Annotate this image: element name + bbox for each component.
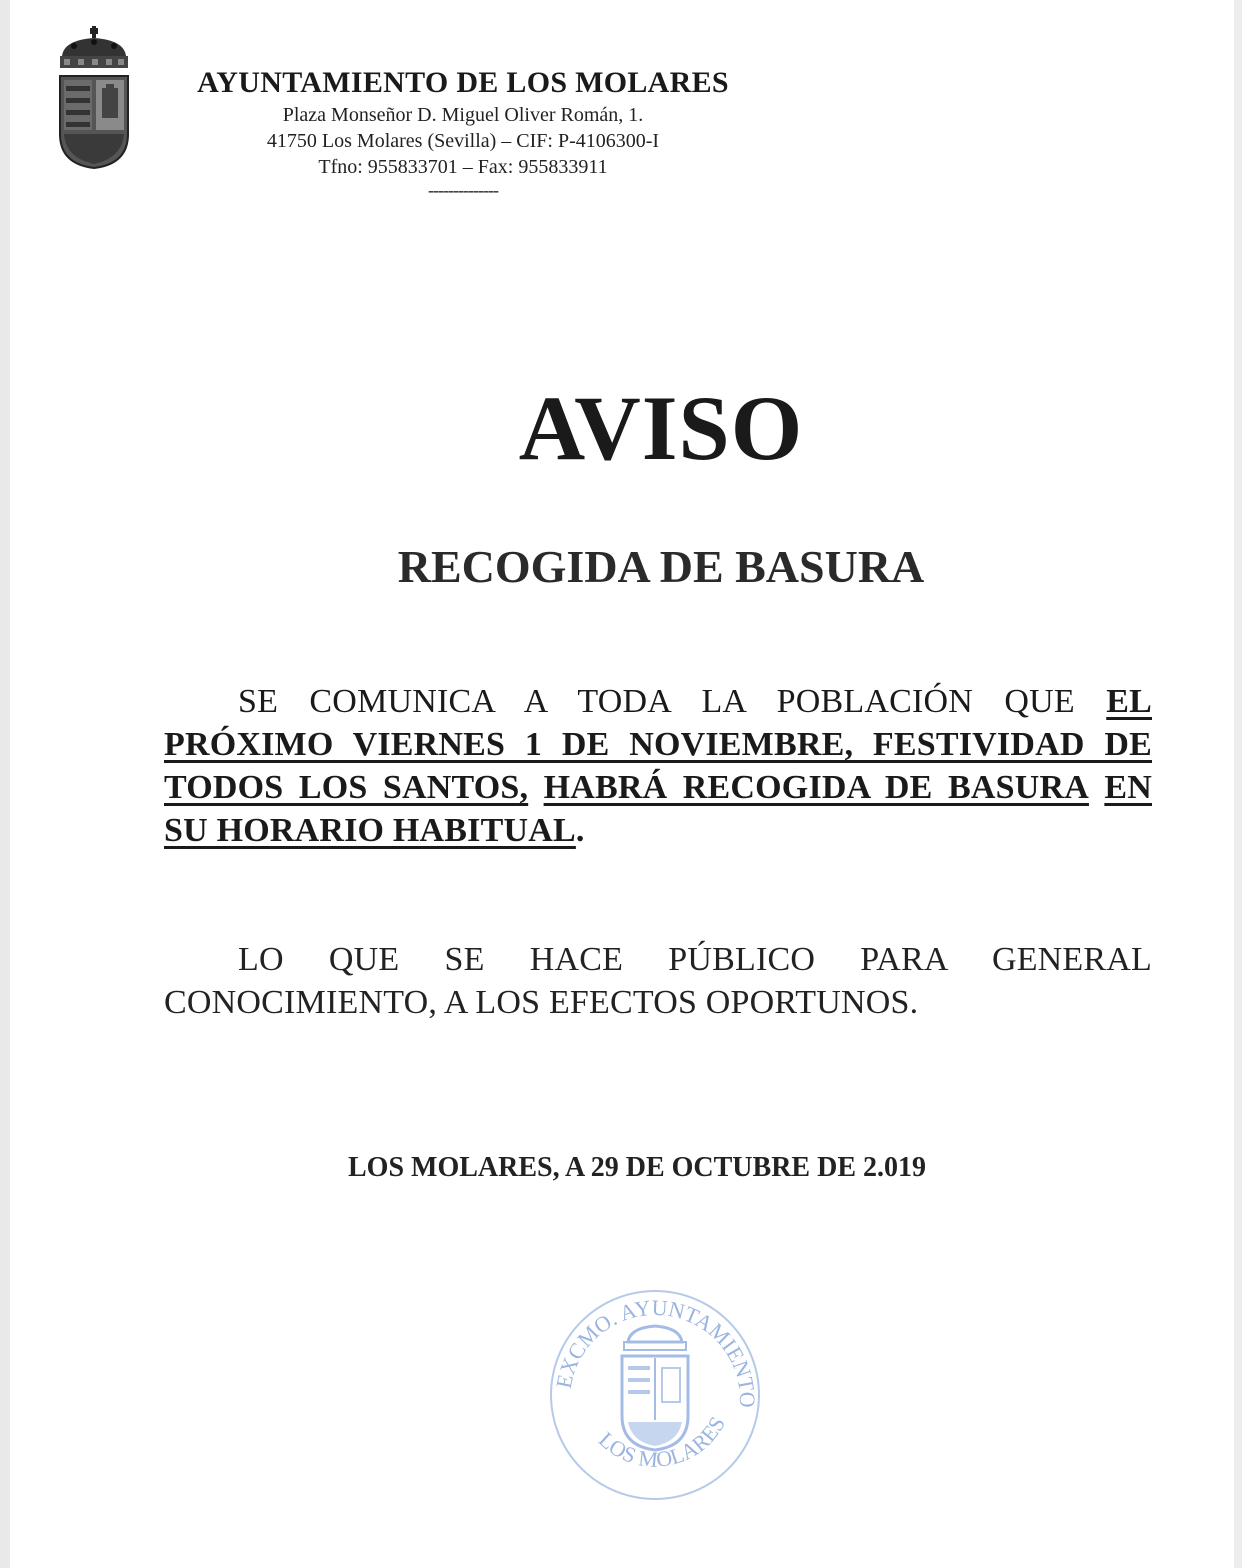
header-separator: -------------- xyxy=(428,180,498,200)
coat-of-arms-icon xyxy=(56,26,132,170)
header-address-line-2: 41750 Los Molares (Sevilla) – CIF: P-4106300-I xyxy=(266,130,660,152)
paragraph-1-period: . xyxy=(575,812,585,849)
page-edge-right xyxy=(1234,0,1242,1568)
notice-subheading: RECOGIDA DE BASURA xyxy=(397,541,925,592)
seal-text-top: EXCMO. AYUNTAMIENTO xyxy=(550,1294,761,1408)
notice-paragraph-1 xyxy=(164,680,1152,852)
paragraph-1-emphasis-date: EL PRÓXIMO VIERNES 1 DE NOVIEMBRE, FESTIVIDAD DE TODOS LOS SANTOS, xyxy=(164,683,1152,806)
seal-text-bottom: LOS MOLARES xyxy=(594,1412,731,1473)
header-title: AYUNTAMIENTO DE LOS MOLARES xyxy=(197,66,729,99)
header-address-line-1: Plaza Monseñor D. Miguel Oliver Román, 1. xyxy=(282,104,644,126)
paragraph-1-emphasis-collection: HABRÁ RECOGIDA DE BASURA xyxy=(543,769,1089,806)
official-seal-stamp xyxy=(540,1280,770,1510)
notice-date: LOS MOLARES, A 29 DE OCTUBRE DE 2.019 xyxy=(348,1152,926,1183)
notice-heading: AVISO xyxy=(518,377,804,479)
paragraph-1-plain-text: SE COMUNICA A TODA LA POBLACIÓN QUE xyxy=(238,683,1107,720)
notice-paragraph-2: LO QUE SE HACE PÚBLICO PARA GENERAL CONOCIMIENTO, A LOS EFECTOS OPORTUNOS. xyxy=(164,941,1152,1021)
header-phone-line: Tfno: 955833701 – Fax: 955833911 xyxy=(318,156,608,178)
paragraph-1-emphasis-schedule: EN SU HORARIO HABITUAL xyxy=(164,769,1152,849)
page-edge-left xyxy=(0,0,10,1568)
